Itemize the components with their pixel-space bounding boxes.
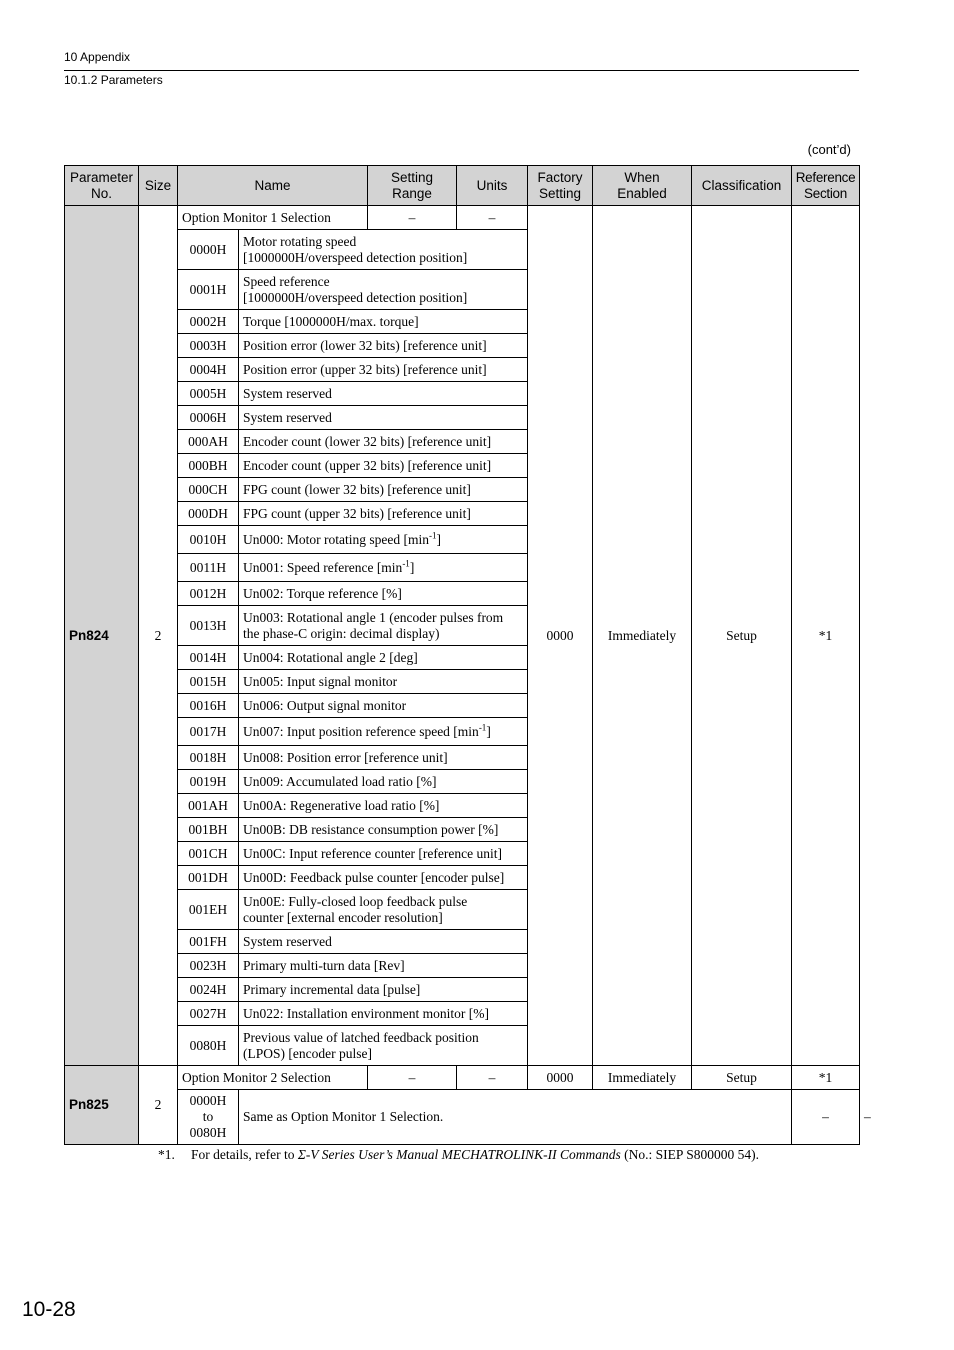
monitor-description-cell: System reserved xyxy=(239,382,528,406)
monitor-description-cell: FPG count (upper 32 bits) [reference unit] xyxy=(239,502,528,526)
monitor-code-cell: 0018H xyxy=(178,746,239,770)
monitor-code-cell: 0011H xyxy=(178,554,239,582)
classification-cell: – xyxy=(792,1090,860,1145)
monitor-description-cell: Un001: Speed reference $[\min^{-1}]$ xyxy=(239,554,528,582)
monitor-description-cell: Un002: Torque reference [%] xyxy=(239,582,528,606)
code-range-line: 0000H xyxy=(189,1093,227,1108)
monitor-code-cell: 0024H xyxy=(178,978,239,1002)
col-header-classification: Classification xyxy=(692,166,792,206)
col-header-reference: Reference Section xyxy=(792,166,860,206)
table-row xyxy=(65,206,860,230)
reference-cell: *1 xyxy=(792,1066,860,1090)
parameters-table xyxy=(64,165,871,1145)
monitor-description-cell: Same as Option Monitor 1 Selection. xyxy=(239,1090,792,1145)
monitor-code-cell: 0010H xyxy=(178,526,239,554)
units-cell: – xyxy=(457,206,528,230)
monitor-description-cell: Motor rotating speed [1000000H/overspeed detection position] xyxy=(239,230,528,270)
monitor-description-cell: Previous value of latched feedback position (LPOS) [encoder pulse] xyxy=(239,1026,528,1066)
monitor-description-cell: Position error (upper 32 bits) [reference unit] xyxy=(239,358,528,382)
monitor-description-cell: Un00C: Input reference counter [reference unit] xyxy=(239,842,528,866)
monitor-code-cell: 0023H xyxy=(178,954,239,978)
monitor-description-cell: Torque [1000000H/max. torque] xyxy=(239,310,528,334)
continued-label: (cont’d) xyxy=(807,142,851,157)
col-header-name: Name xyxy=(178,166,368,206)
superscript: -1 xyxy=(478,722,487,732)
monitor-description-cell: Un00A: Regenerative load ratio [%] xyxy=(239,794,528,818)
monitor-description-cell: Primary incremental data [pulse] xyxy=(239,978,528,1002)
monitor-description-cell: Un022: Installation environment monitor [%] xyxy=(239,1002,528,1026)
size-cell: 2 xyxy=(139,1066,178,1145)
footnote xyxy=(158,1147,759,1163)
monitor-code-cell: 001EH xyxy=(178,890,239,930)
name-cell: Option Monitor 1 Selection xyxy=(178,206,368,230)
monitor-description-cell: Primary multi-turn data [Rev] xyxy=(239,954,528,978)
monitor-code-cell: 0013H xyxy=(178,606,239,646)
factory-setting-cell: 0000 xyxy=(528,1066,593,1090)
monitor-code-cell: 000AH xyxy=(178,430,239,454)
monitor-code-cell: 0080H xyxy=(178,1026,239,1066)
monitor-code-cell: 0001H xyxy=(178,270,239,310)
setting-range-cell: – xyxy=(368,206,457,230)
size-cell: 2 xyxy=(139,206,178,1066)
superscript: -1 xyxy=(402,558,410,568)
monitor-code-cell: 001DH xyxy=(178,866,239,890)
monitor-description-cell: Un006: Output signal monitor xyxy=(239,694,528,718)
monitor-description-cell: Un005: Input signal monitor xyxy=(239,670,528,694)
classification-cell: Setup xyxy=(692,206,792,1066)
col-header-setting-range: Setting Range xyxy=(368,166,457,206)
setting-range-cell: – xyxy=(368,1066,457,1090)
monitor-description-cell: Encoder count (upper 32 bits) [reference unit] xyxy=(239,454,528,478)
monitor-code-cell: 0015H xyxy=(178,670,239,694)
superscript: -1 xyxy=(428,530,437,540)
units-cell: – xyxy=(457,1066,528,1090)
col-header-when-enabled: When Enabled xyxy=(593,166,692,206)
classification-cell: Setup xyxy=(692,1066,792,1090)
monitor-description-cell: Un000: Motor rotating speed $[\min^{-1}]$ xyxy=(239,526,528,554)
monitor-code-cell: 000CH xyxy=(178,478,239,502)
footnote-post: (No.: SIEP S800000 54). xyxy=(620,1147,760,1162)
monitor-code-cell: 0012H xyxy=(178,582,239,606)
col-header-units: Units xyxy=(457,166,528,206)
monitor-description-cell: System reserved xyxy=(239,406,528,430)
reference-cell: *1 xyxy=(792,206,860,1066)
footnote-pre: For details, refer to xyxy=(191,1147,298,1162)
monitor-code-cell: 0014H xyxy=(178,646,239,670)
monitor-description-cell: Un00B: DB resistance consumption power [%] xyxy=(239,818,528,842)
monitor-code-cell: 001CH xyxy=(178,842,239,866)
col-header-size: Size xyxy=(139,166,178,206)
monitor-code-range-cell xyxy=(178,1090,239,1145)
monitor-description-cell: Speed reference [1000000H/overspeed detection position] xyxy=(239,270,528,310)
code-range-line: to xyxy=(202,1109,214,1124)
monitor-code-cell: 0017H xyxy=(178,718,239,746)
monitor-code-cell: 001FH xyxy=(178,930,239,954)
monitor-code-cell: 001AH xyxy=(178,794,239,818)
monitor-code-cell: 000DH xyxy=(178,502,239,526)
table-header-row xyxy=(65,166,860,206)
param-no-cell: Pn824 xyxy=(65,206,139,1066)
monitor-code-cell: 0005H xyxy=(178,382,239,406)
page-number: 10-28 xyxy=(22,1298,76,1321)
col-header-factory-setting: Factory Setting xyxy=(528,166,593,206)
monitor-code-cell: 0002H xyxy=(178,310,239,334)
footnote-mark: *1. xyxy=(158,1147,175,1162)
param-no-cell: Pn825 xyxy=(65,1066,139,1145)
monitor-code-cell: 0016H xyxy=(178,694,239,718)
section-header: 10.1.2 Parameters xyxy=(64,73,163,87)
monitor-code-cell: 0006H xyxy=(178,406,239,430)
monitor-code-cell: 0027H xyxy=(178,1002,239,1026)
monitor-code-cell: 0000H xyxy=(178,230,239,270)
chapter-header: 10 Appendix xyxy=(64,50,131,64)
monitor-description-cell: Un00E: Fully-closed loop feedback pulse counter [external encoder resolution] xyxy=(239,890,528,930)
monitor-description-cell: Un003: Rotational angle 1 (encoder pulses from the phase-C origin: decimal display) xyxy=(239,606,528,646)
monitor-description-cell: Un004: Rotational angle 2 [deg] xyxy=(239,646,528,670)
monitor-code-cell: 001BH xyxy=(178,818,239,842)
header-rule xyxy=(64,70,859,71)
monitor-description-cell: System reserved xyxy=(239,930,528,954)
when-enabled-cell: Immediately xyxy=(593,1066,692,1090)
monitor-description-cell: Un009: Accumulated load ratio [%] xyxy=(239,770,528,794)
monitor-description-cell: Position error (lower 32 bits) [reference unit] xyxy=(239,334,528,358)
monitor-description-cell: FPG count (lower 32 bits) [reference unit] xyxy=(239,478,528,502)
footnote-manual-title: Σ-V Series User’s Manual MECHATROLINK-II Commands xyxy=(297,1147,621,1162)
monitor-description-cell: Un00D: Feedback pulse counter [encoder pulse] xyxy=(239,866,528,890)
col-header-param-no: Parameter No. xyxy=(65,166,139,206)
when-enabled-cell: Immediately xyxy=(593,206,692,1066)
name-cell: Option Monitor 2 Selection xyxy=(178,1066,368,1090)
monitor-code-cell: 0019H xyxy=(178,770,239,794)
factory-setting-cell: 0000 xyxy=(528,206,593,1066)
monitor-description-cell: Encoder count (lower 32 bits) [reference unit] xyxy=(239,430,528,454)
table-row xyxy=(65,1066,860,1090)
monitor-description-cell: Un007: Input position reference speed $[\min^{-1}]$ xyxy=(239,718,528,746)
code-range-line: 0080H xyxy=(189,1125,227,1140)
monitor-code-cell: 0003H xyxy=(178,334,239,358)
table-row: 0000H to 0080H Same as Option Monitor 1 Selection. – – xyxy=(65,1090,860,1145)
monitor-code-cell: 0004H xyxy=(178,358,239,382)
monitor-code-cell: 000BH xyxy=(178,454,239,478)
monitor-description-cell: Un008: Position error [reference unit] xyxy=(239,746,528,770)
